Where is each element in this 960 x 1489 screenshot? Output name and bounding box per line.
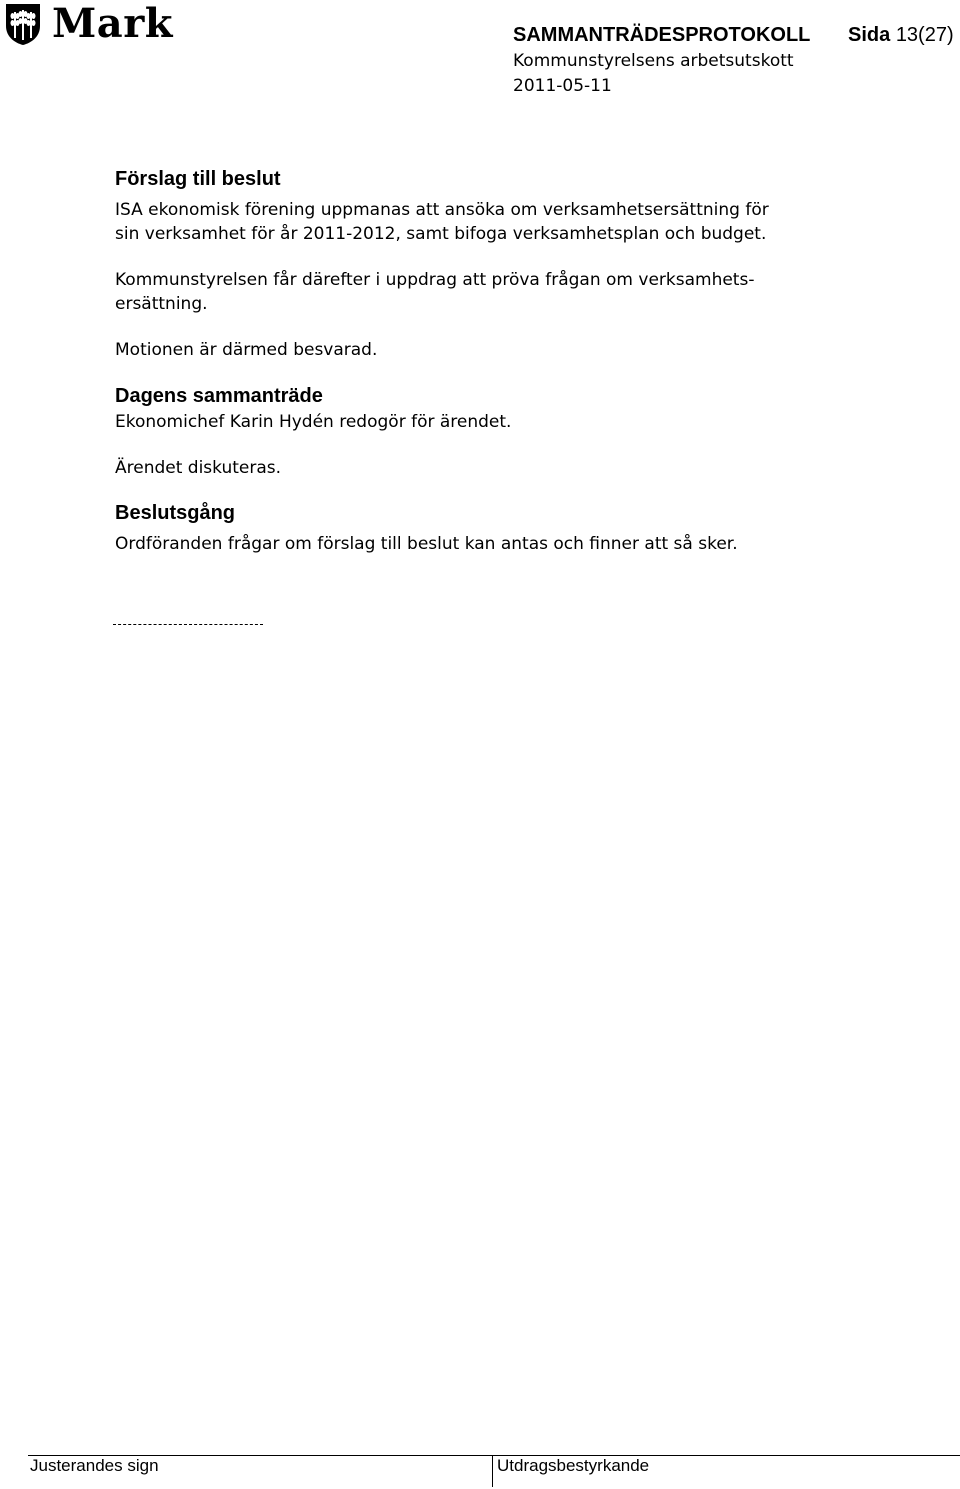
paragraph-line: Ordföranden frågar om förslag till beslut kan antas och finner att så sker. [115, 534, 738, 554]
paragraph-line: Ärendet diskuteras. [115, 458, 282, 478]
footer-rule [28, 1455, 960, 1456]
separator-rule [113, 624, 263, 625]
paragraph-line: Motionen är därmed besvarad. [115, 340, 378, 360]
paragraph-line: Kommunstyrelsen får därefter i uppdrag att pröva frågan om verksamhets- [115, 270, 755, 290]
footer-divider [492, 1455, 493, 1487]
paragraph-line: sin verksamhet för år 2011-2012, samt bifoga verksamhetsplan och budget. [115, 224, 767, 244]
paragraph-line: ISA ekonomisk förening uppmanas att ansöka om verksamhetsersättning för [115, 200, 769, 220]
section-heading-dagens: Dagens sammanträde [115, 385, 323, 407]
protocol-title: SAMMANTRÄDESPROTOKOLL [513, 24, 811, 46]
paragraph-line: Ekonomichef Karin Hydén redogör för ärendet. [115, 412, 512, 432]
paragraph-line: ersättning. [115, 294, 208, 314]
meeting-date: 2011-05-11 [513, 76, 612, 96]
page-indicator [848, 24, 954, 47]
page-label: Sida [848, 24, 891, 46]
logo-text: Mark [52, 0, 173, 47]
footer-utdragsbestyrkande: Utdragsbestyrkande [497, 1456, 650, 1475]
page-number: 13(27) [895, 24, 954, 46]
section-heading-forslag: Förslag till beslut [115, 168, 281, 190]
section-heading-beslutsgang: Beslutsgång [115, 502, 236, 524]
committee-name: Kommunstyrelsens arbetsutskott [513, 51, 794, 71]
coat-of-arms-icon [4, 2, 42, 46]
footer-justerandes-sign: Justerandes sign [30, 1456, 159, 1475]
municipality-logo [4, 2, 173, 46]
